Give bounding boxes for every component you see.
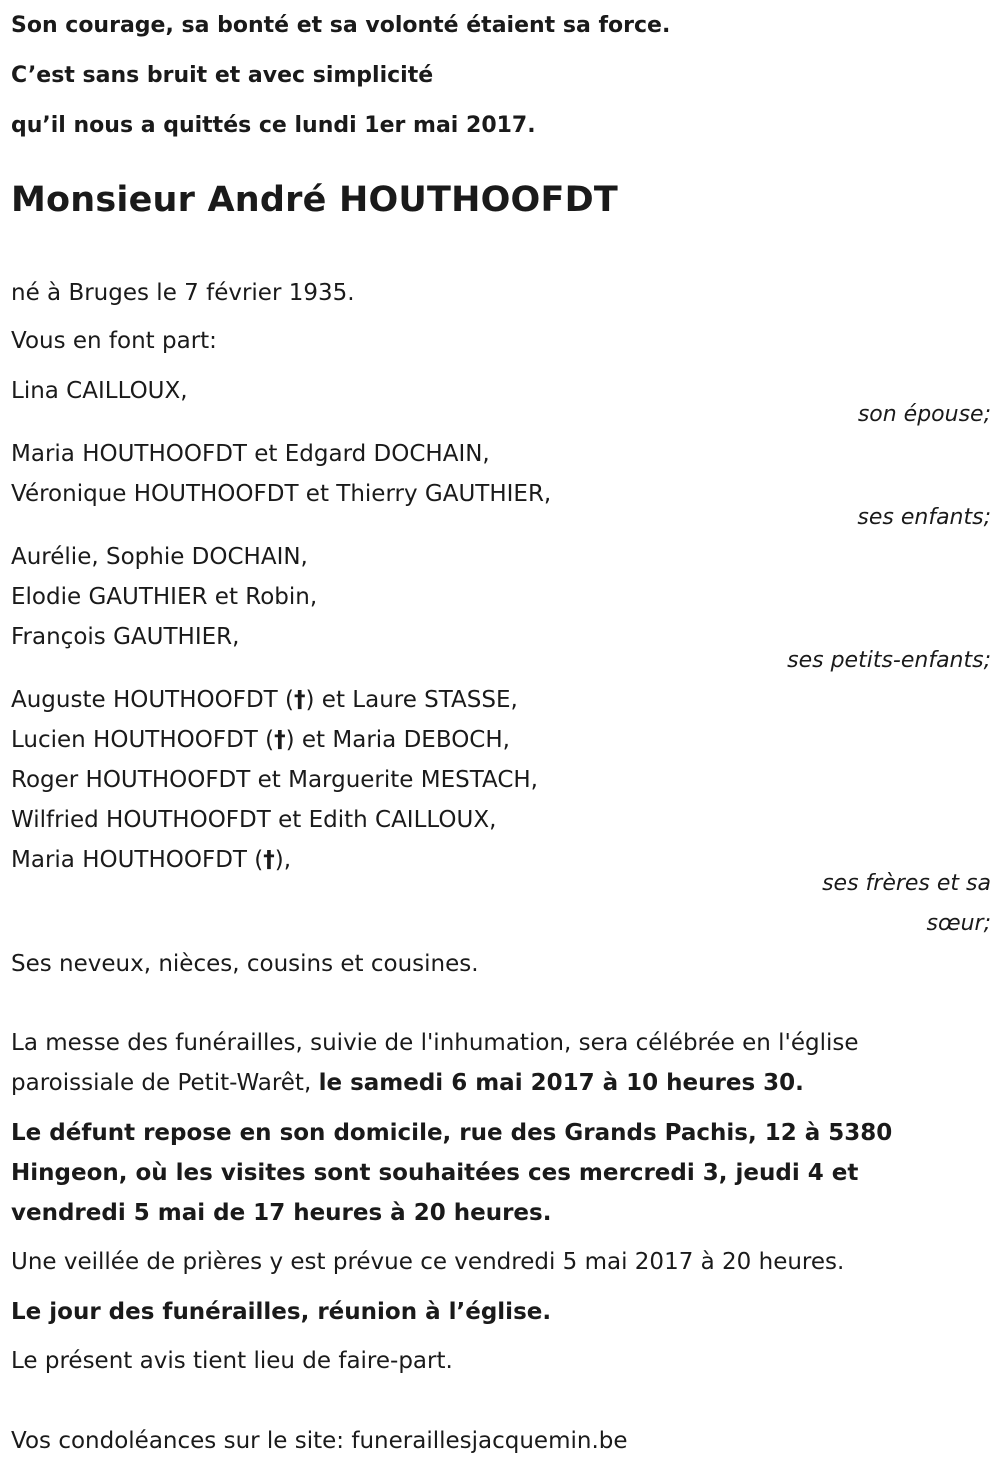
notice-text: Le présent avis tient lieu de faire-part. <box>11 1348 453 1374</box>
sibling-name-text: Lucien HOUTHOOFDT ( <box>11 727 275 753</box>
sibling-name-text: ) et Laure STASSE, <box>305 687 518 713</box>
siblings-relation: ses frères et sa <box>822 871 991 896</box>
sibling-name-text: Auguste HOUTHOOFDT ( <box>11 687 295 713</box>
sibling-name-text: Wilfried HOUTHOOFDT et Edith CAILLOUX, <box>11 807 497 833</box>
cross-icon: † <box>274 727 286 753</box>
grandchildren-relation: ses petits-enfants; <box>787 648 991 673</box>
funeral-date: le samedi 6 mai 2017 à 10 heures 30. <box>318 1070 804 1096</box>
grandchild-name: François GAUTHIER, <box>11 624 240 650</box>
child-name: Véronique HOUTHOOFDT et Thierry GAUTHIER, <box>11 481 552 507</box>
condolences-text: Vos condoléances sur le site: funeraillesjacquemin.be <box>11 1428 628 1454</box>
child-name: Maria HOUTHOOFDT et Edgard DOCHAIN, <box>11 441 490 467</box>
sibling-name <box>11 800 991 840</box>
sibling-name-text: Maria HOUTHOOFDT ( <box>11 847 264 873</box>
announce-text: Vous en font part: <box>11 328 217 354</box>
funeral-line <box>11 1063 991 1103</box>
repose-line: vendredi 5 mai de 17 heures à 20 heures. <box>11 1200 552 1226</box>
spouse-name: Lina CAILLOUX, <box>11 378 188 404</box>
repose-line: Le défunt repose en son domicile, rue des Grands Pachis, 12 à 5380 <box>11 1120 893 1146</box>
spouse-relation: son épouse; <box>857 402 991 427</box>
obituary-page <box>11 0 991 1454</box>
funeral-location: paroissiale de Petit-Warêt, <box>11 1070 319 1096</box>
sibling-name-text: Roger HOUTHOOFDT et Marguerite MESTACH, <box>11 767 538 793</box>
funeral-info <box>11 1023 991 1103</box>
intro-line: qu’il nous a quittés ce lundi 1er mai 2017. <box>11 113 536 138</box>
siblings-list <box>11 680 991 880</box>
sibling-name-text: ), <box>274 847 292 873</box>
sibling-name-text: ) et Maria DEBOCH, <box>285 727 510 753</box>
cross-icon: † <box>294 687 306 713</box>
intro-line: C’est sans bruit et avec simplicité <box>11 63 434 88</box>
children-relation: ses enfants; <box>857 505 991 530</box>
siblings-relation: sœur; <box>926 911 991 936</box>
sibling-name <box>11 720 991 760</box>
sibling-name <box>11 680 991 720</box>
extended-family: Ses neveux, nièces, cousins et cousines. <box>11 951 479 977</box>
grandchildren-list <box>11 537 991 657</box>
funeral-line: La messe des funérailles, suivie de l'inhumation, sera célébrée en l'église <box>11 1030 859 1056</box>
repose-line: Hingeon, où les visites sont souhaitées ces mercredi 3, jeudi 4 et <box>11 1160 859 1186</box>
deceased-name: Monsieur André HOUTHOOFDT <box>11 180 618 220</box>
birth-info: né à Bruges le 7 février 1935. <box>11 280 355 306</box>
church-meeting: Le jour des funérailles, réunion à l’église. <box>11 1299 552 1325</box>
repose-info <box>11 1113 991 1233</box>
grandchild-name: Aurélie, Sophie DOCHAIN, <box>11 544 308 570</box>
intro-line: Son courage, sa bonté et sa volonté étaient sa force. <box>11 13 671 38</box>
vigil-info: Une veillée de prières y est prévue ce vendredi 5 mai 2017 à 20 heures. <box>11 1249 845 1275</box>
children-list <box>11 434 991 514</box>
intro-quote <box>11 0 991 151</box>
grandchild-name: Elodie GAUTHIER et Robin, <box>11 584 318 610</box>
cross-icon: † <box>263 847 275 873</box>
sibling-name <box>11 760 991 800</box>
